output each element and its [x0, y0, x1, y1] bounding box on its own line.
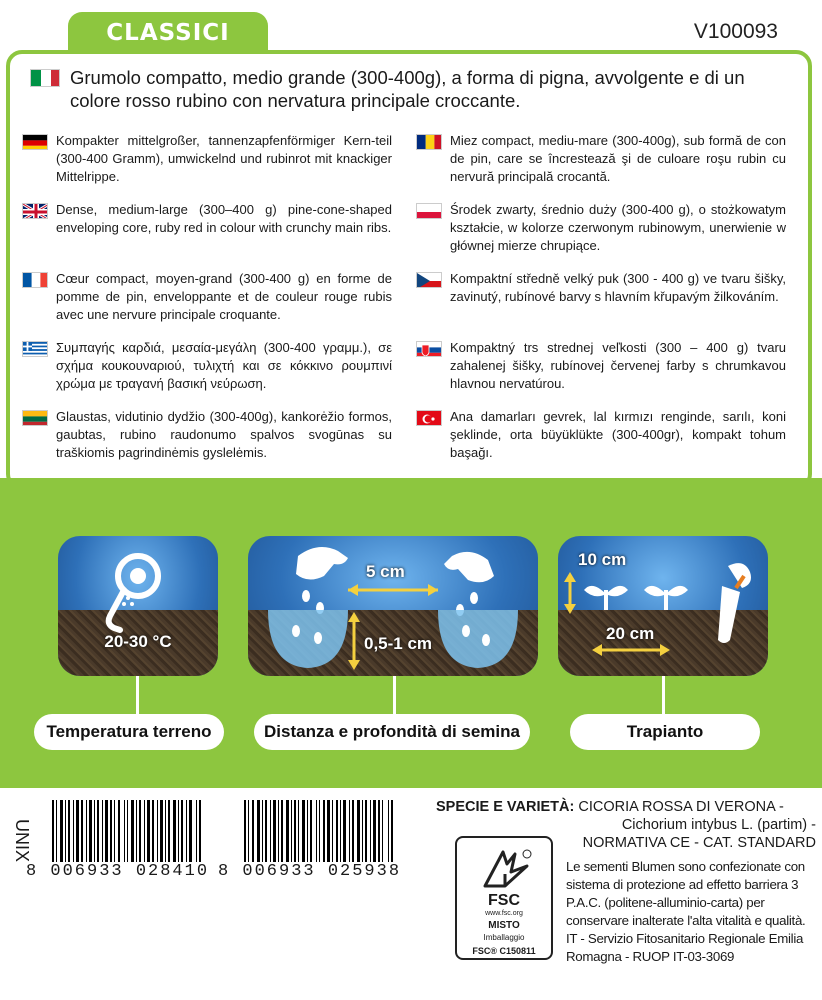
entry-de	[22, 132, 392, 201]
unix-label: UNIX	[11, 818, 32, 862]
product-code: V100093	[693, 20, 778, 43]
fsc-brand: FSC	[488, 892, 520, 909]
fsc-code: FSC® C150811	[472, 946, 536, 956]
species-normativa: NORMATIVA CE - CAT. STANDARD	[582, 835, 816, 851]
barcode-1	[44, 800, 214, 870]
thermometer-hand-icon	[58, 536, 218, 676]
entry-sk	[416, 339, 786, 408]
entry-fr	[22, 270, 392, 339]
fsc-logo	[455, 836, 553, 960]
species-name: CICORIA ROSSA DI VERONA -	[578, 799, 784, 815]
flag-ro-icon	[416, 134, 442, 150]
text-de: Kompakter mittelgroßer, tannenzapfenförmiger Kern-teil (300-400 Gramm), umwickelnd und rubinrot mit knackiger Mittelrippe.	[56, 133, 392, 184]
text-ro: Miez compact, mediu-mare (300-400g), sub formă de con de pin, care se încrestează şi de culoare roşu rubin cu nervură principală crocantă.	[450, 133, 786, 184]
sowing-card	[248, 536, 538, 676]
entry-ro	[416, 132, 786, 201]
temperature-label: Temperatura terreno	[34, 714, 224, 750]
flag-fr-icon	[22, 272, 48, 288]
entry-gr	[22, 339, 392, 408]
sowing-connector	[393, 676, 396, 714]
transplant-card	[558, 536, 768, 676]
sowing-distance: 5 cm	[366, 562, 405, 581]
transplant-spacing: 20 cm	[606, 624, 655, 643]
species-latin: Cichorium intybus L. (partim) -	[621, 817, 816, 833]
flag-tr-icon	[416, 410, 442, 426]
text-fr: Cœur compact, moyen-grand (300-400 g) en forme de pomme de pin, enveloppante et de couleur rouge rubis avec une nervure principale croquante.	[56, 271, 392, 322]
flag-gr-icon	[22, 341, 48, 357]
entry-cz	[416, 270, 786, 339]
sowing-label: Distanza e profondità di semina	[254, 714, 530, 750]
transplant-label: Trapianto	[570, 714, 760, 750]
left-language-column	[22, 132, 392, 477]
sowing-hand-icon	[248, 536, 538, 676]
temperature-card	[58, 536, 218, 676]
description-panel	[6, 50, 812, 490]
temperature-connector	[136, 676, 139, 714]
category-tab: CLASSICI	[68, 12, 268, 54]
fsc-site: www.fsc.org	[485, 910, 523, 917]
text-gr: Συμπαγής καρδιά, μεσαία-μεγάλη (300-400 γραμμ.), σε σχήμα κουκουναριού, τυλιχτή και σε κόκκινο ρουμπινί χρώμα με τραγανή βασική νεύρωση.	[56, 340, 392, 391]
flag-gb-icon	[22, 203, 48, 219]
barcode-2	[236, 800, 406, 870]
italian-description	[30, 66, 794, 112]
flag-lt-icon	[22, 410, 48, 426]
text-gb: Dense, medium-large (300–400 g) pine-cone-shaped enveloping core, ruby red in colour with crunchy main ribs.	[56, 202, 392, 235]
entry-gb	[22, 201, 392, 270]
fsc-imballaggio: Imballaggio	[483, 933, 525, 942]
text-pl: Środek zwarty, średnio duży (300-400 g), o stożkowatym kształcie, w kolorze czerwonym rubinowym, unerwienie w głównej mierze chrupiące.	[450, 202, 786, 253]
flag-de-icon	[22, 134, 48, 150]
transplant-connector	[662, 676, 665, 714]
packaging-note: Le sementi Blumen sono confezionate con sistema di protezione ad effetto barriera 3 P.A.C. (politene-alluminio-carta) per conservare inalterate l'alta vitalità e qualità. IT - Servizio Fitosanitario Regionale Emilia Romagna - RUOP IT-03-3069	[566, 859, 806, 964]
flag-sk-icon	[416, 341, 442, 357]
temperature-value: 20-30 °C	[104, 632, 172, 651]
fsc-tree-icon	[457, 844, 555, 894]
text-tr: Ana damarları gevrek, lal kırmızı renginde, sarılı, koni şeklinde, orta büyüklükte (300-400gr), kompakt tohum başağı.	[450, 409, 786, 460]
text-sk: Kompaktný trs strednej veľkosti (300 – 400 g) tvaru zahalenej šišky, rubínovej červenej farby s chrumkavou hlavnou nervatúrou.	[450, 340, 786, 391]
flag-pl-icon	[416, 203, 442, 219]
text-lt: Glaustas, vidutinio dydžio (300-400g), kankorėžio formos, gaubtas, rubino raudonumo spalvos svogūnas su traškiomis pagrindinėmis gyslelėmis.	[56, 409, 392, 460]
entry-tr	[416, 408, 786, 477]
italian-text: Grumolo compatto, medio grande (300-400g), a forma di pigna, avvolgente e di un colore rosso rubino con nervatura principale croccante.	[70, 67, 745, 111]
right-language-column	[416, 132, 786, 477]
entry-lt	[22, 408, 392, 477]
flag-it-icon	[30, 69, 60, 87]
text-cz: Kompaktní středně velký puk (300 - 400 g) ve tvaru šišky, zavinutý, rubínové barvy s hlavním křupavým žilkováním.	[450, 271, 786, 304]
sowing-info-band	[0, 478, 822, 788]
entry-pl	[416, 201, 786, 270]
transplant-height: 10 cm	[578, 550, 627, 569]
sowing-depth: 0,5-1 cm	[364, 634, 433, 653]
flag-cz-icon	[416, 272, 442, 288]
fsc-misto: MISTO	[488, 920, 520, 931]
barcode-1-number: 8 006933 028410	[26, 862, 210, 881]
barcode-2-number: 8 006933 025938	[218, 862, 402, 881]
species-label: SPECIE E VARIETÀ:	[436, 799, 575, 815]
